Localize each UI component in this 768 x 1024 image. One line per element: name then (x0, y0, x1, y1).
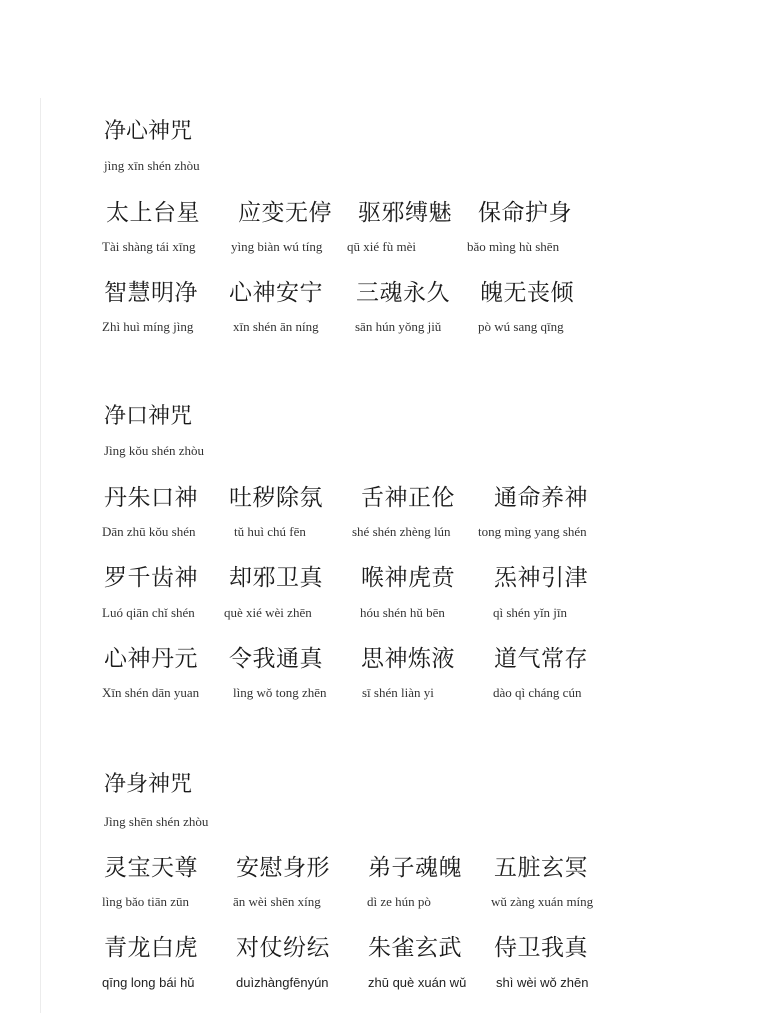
verse-pinyin: zhū què xuán wǔ (368, 975, 467, 990)
verse-pinyin-row (0, 319, 768, 337)
verse-hanzi-row (0, 479, 768, 519)
verse-pinyin-row (0, 524, 768, 542)
verse-phrase: 朱雀玄武 (368, 935, 462, 961)
verse-pinyin-row (0, 975, 768, 993)
verse-hanzi-row (0, 194, 768, 234)
verse-phrase: 安慰身形 (236, 855, 330, 881)
verse-phrase: 五脏玄冥 (494, 855, 588, 881)
verse-phrase: 喉神虎贲 (361, 565, 455, 591)
verse-phrase: 灵宝天尊 (104, 855, 198, 881)
verse-pinyin: xīn shén ān níng (233, 319, 319, 334)
verse-pinyin: qì shén yǐn jīn (493, 605, 568, 620)
verse-pinyin: yìng biàn wú tíng (231, 239, 323, 254)
verse-phrase: 青龙白虎 (104, 935, 198, 961)
verse-pinyin-row (0, 239, 768, 257)
verse-pinyin: shé shén zhèng lún (352, 524, 451, 539)
verse-hanzi-row (0, 274, 768, 314)
verse-phrase: 思神炼液 (361, 646, 455, 672)
verse-phrase: 吐秽除氛 (229, 485, 323, 511)
section-title: 净心神咒 (104, 119, 193, 144)
verse-hanzi-row (0, 559, 768, 599)
verse-pinyin: dào qì cháng cún (493, 685, 582, 700)
verse-pinyin: Xīn shén dān yuan (102, 685, 200, 700)
section-title-pinyin: Jìng kǒu shén zhòu (104, 443, 205, 458)
verse-pinyin: pò wú sang qīng (478, 319, 564, 334)
verse-phrase: 舌神正伦 (361, 485, 455, 511)
verse-phrase: 对仗纷纭 (236, 935, 330, 961)
verse-pinyin: sī shén liàn yi (362, 685, 434, 700)
verse-pinyin: hóu shén hǔ bēn (360, 605, 445, 620)
verse-phrase: 智慧明净 (104, 280, 198, 306)
verse-pinyin: shì wèi wǒ zhēn (496, 975, 589, 990)
verse-pinyin: tong mìng yang shén (478, 524, 587, 539)
section-title-pinyin: jìng xīn shén zhòu (104, 158, 200, 173)
verse-phrase: 道气常存 (494, 646, 588, 672)
verse-pinyin: sān hún yǒng jiǔ (355, 319, 442, 334)
verse-pinyin: duìzhàngfēnyún (236, 975, 329, 990)
verse-phrase: 令我通真 (229, 646, 323, 672)
verse-phrase: 驱邪缚魅 (358, 200, 452, 226)
section-title: 净身神咒 (104, 772, 193, 797)
verse-phrase: 弟子魂魄 (368, 855, 462, 881)
verse-pinyin: lìng wǒ tong zhēn (233, 685, 327, 700)
verse-pinyin: dì ze hún pò (367, 894, 431, 909)
verse-hanzi-row (0, 640, 768, 680)
verse-phrase: 通命养神 (494, 485, 588, 511)
verse-pinyin: wǔ zàng xuán míng (491, 894, 594, 909)
verse-pinyin: qīng long bái hǔ (102, 975, 195, 990)
verse-pinyin: tǔ huì chú fēn (234, 524, 306, 539)
verse-pinyin: Tài shàng tái xīng (102, 239, 196, 254)
verse-pinyin: Zhì huì míng jìng (102, 319, 194, 334)
verse-phrase: 太上台星 (106, 200, 200, 226)
verse-phrase: 却邪卫真 (229, 565, 323, 591)
verse-phrase: 罗千齿神 (104, 565, 198, 591)
verse-phrase: 应变无停 (238, 200, 332, 226)
verse-hanzi-row (0, 849, 768, 889)
verse-phrase: 三魂永久 (356, 280, 450, 306)
verse-pinyin: qū xié fù mèi (347, 239, 416, 254)
verse-pinyin-row (0, 685, 768, 703)
verse-pinyin-row (0, 605, 768, 623)
verse-pinyin: què xié wèi zhēn (224, 605, 312, 620)
verse-phrase: 丹朱口神 (104, 485, 198, 511)
verse-pinyin: bǎo mìng hù shēn (467, 239, 560, 254)
verse-phrase: 魄无丧倾 (480, 280, 574, 306)
verse-phrase: 心神安宁 (229, 280, 323, 306)
section-title: 净口神咒 (104, 404, 193, 429)
verse-phrase: 侍卫我真 (494, 935, 588, 961)
verse-phrase: 心神丹元 (104, 646, 198, 672)
verse-pinyin: Dān zhū kǒu shén (102, 524, 196, 539)
verse-pinyin: ān wèi shēn xíng (233, 894, 321, 909)
verse-phrase: 炁神引津 (494, 565, 588, 591)
section-title-pinyin: Jìng shēn shén zhòu (104, 814, 209, 829)
verse-pinyin: Luó qiān chǐ shén (102, 605, 195, 620)
verse-phrase: 保命护身 (478, 200, 572, 226)
verse-hanzi-row (0, 929, 768, 969)
verse-pinyin-row (0, 894, 768, 912)
verse-pinyin: lìng bǎo tiān zūn (102, 894, 190, 909)
